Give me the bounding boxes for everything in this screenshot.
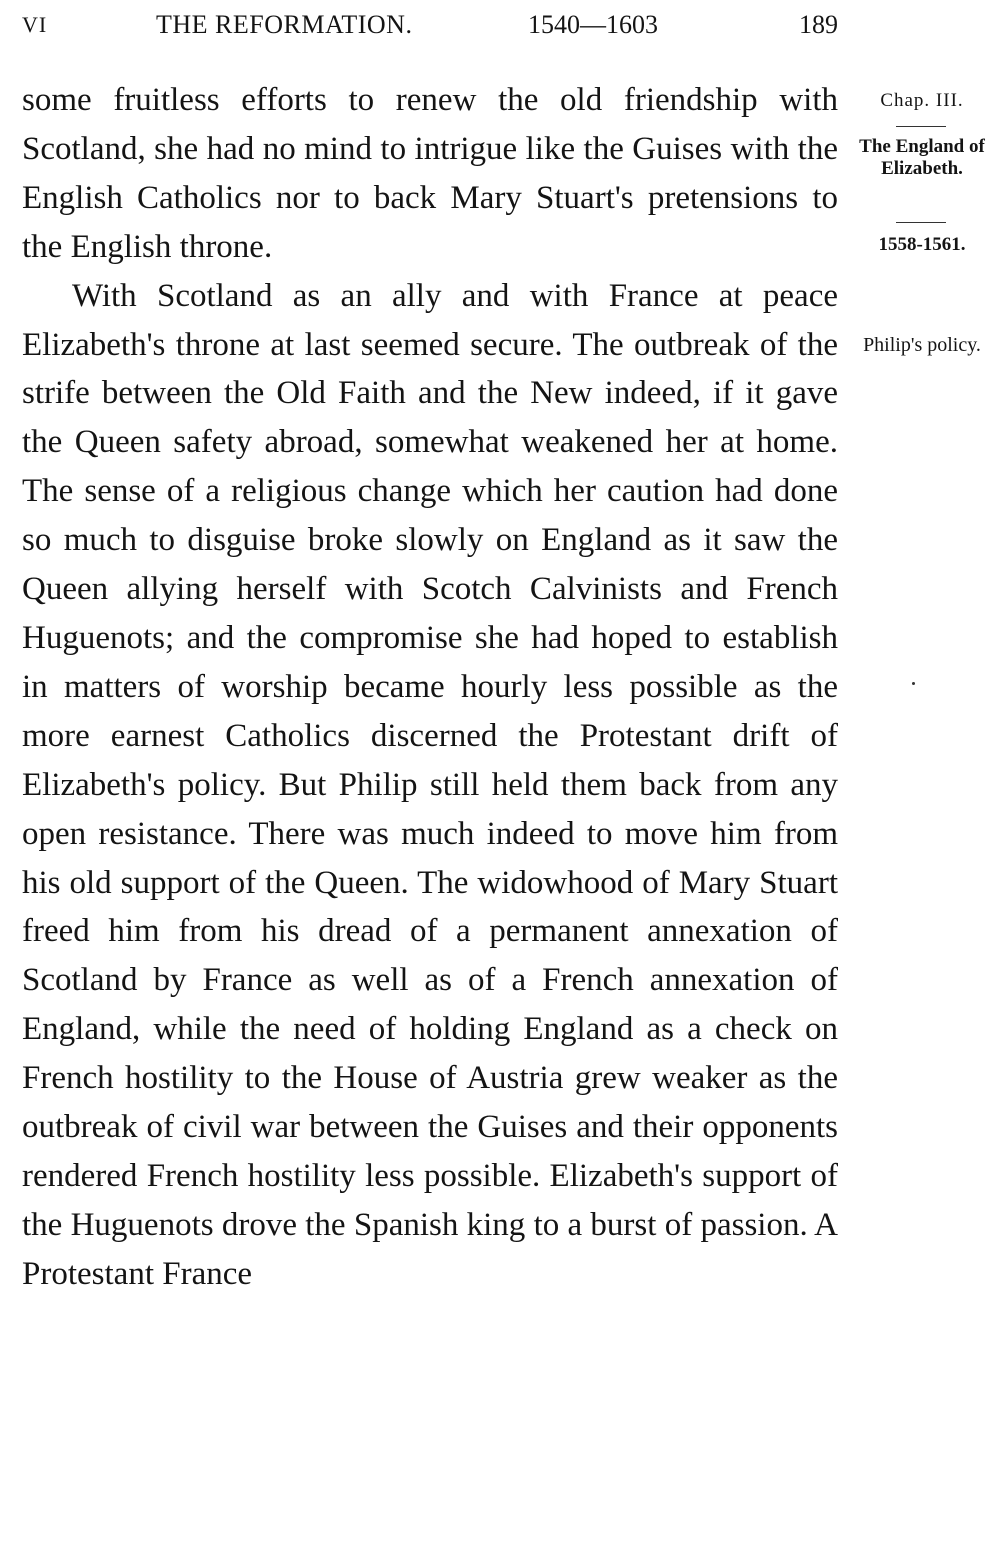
- page-number: 189: [799, 10, 838, 39]
- paragraph-2: With Scotland as an ally and with France at peace Elizabeth's throne at last seemed secure. The outbreak of the strife between the Old Faith and the New indeed, if it gave the Queen safety abroad, somewhat weakened her at home. The sense of a religious change which her caution had done so much to disguise broke slowly on England as it saw the Queen allying herself with Scotch Calvinists and French Huguenots; and the compromise she had hoped to establish in matters of worship became hourly less possible as the more earnest Catholics discerned the Protestant drift of Elizabeth's policy. But Philip still held them back from any open resistance. There was much indeed to move him from his old support of the Queen. The widowhood of Mary Stuart freed him from his dread of a permanent annexation of Scotland by France as well as of a French annexation of England, while the need of holding England as a check on French hostility to the House of Austria grew weaker as the outbreak of civil war between the Guises and their opponents rendered French hostility less possible. Elizabeth's support of the Huguenots drove the Spanish king to a burst of passion. A Protestant France: [22, 277, 838, 1292]
- margin-note-heading: The England of Elizabeth.: [859, 136, 985, 179]
- running-head-title: THE REFORMATION.: [156, 10, 413, 39]
- margin-note-years: 1558-1561.: [878, 234, 966, 255]
- margin-rule-bottom: [896, 222, 946, 223]
- main-text: [22, 76, 838, 1299]
- margin-note-topic: Philip's policy.: [863, 334, 981, 356]
- margin-dot: [912, 682, 915, 685]
- margin-note-chapter: Chap. III.: [880, 90, 964, 111]
- margin-rule-top: [896, 126, 946, 127]
- running-head-dates: 1540—1603: [528, 10, 658, 39]
- running-head-section: VI: [22, 12, 48, 37]
- running-head: [22, 8, 838, 42]
- paragraph-1: some fruitless efforts to renew the old friendship with Scotland, she had no mind to intrigue like the Guises with the English Catholics nor to back Mary Stuart's pretensions to the English throne.: [22, 82, 838, 265]
